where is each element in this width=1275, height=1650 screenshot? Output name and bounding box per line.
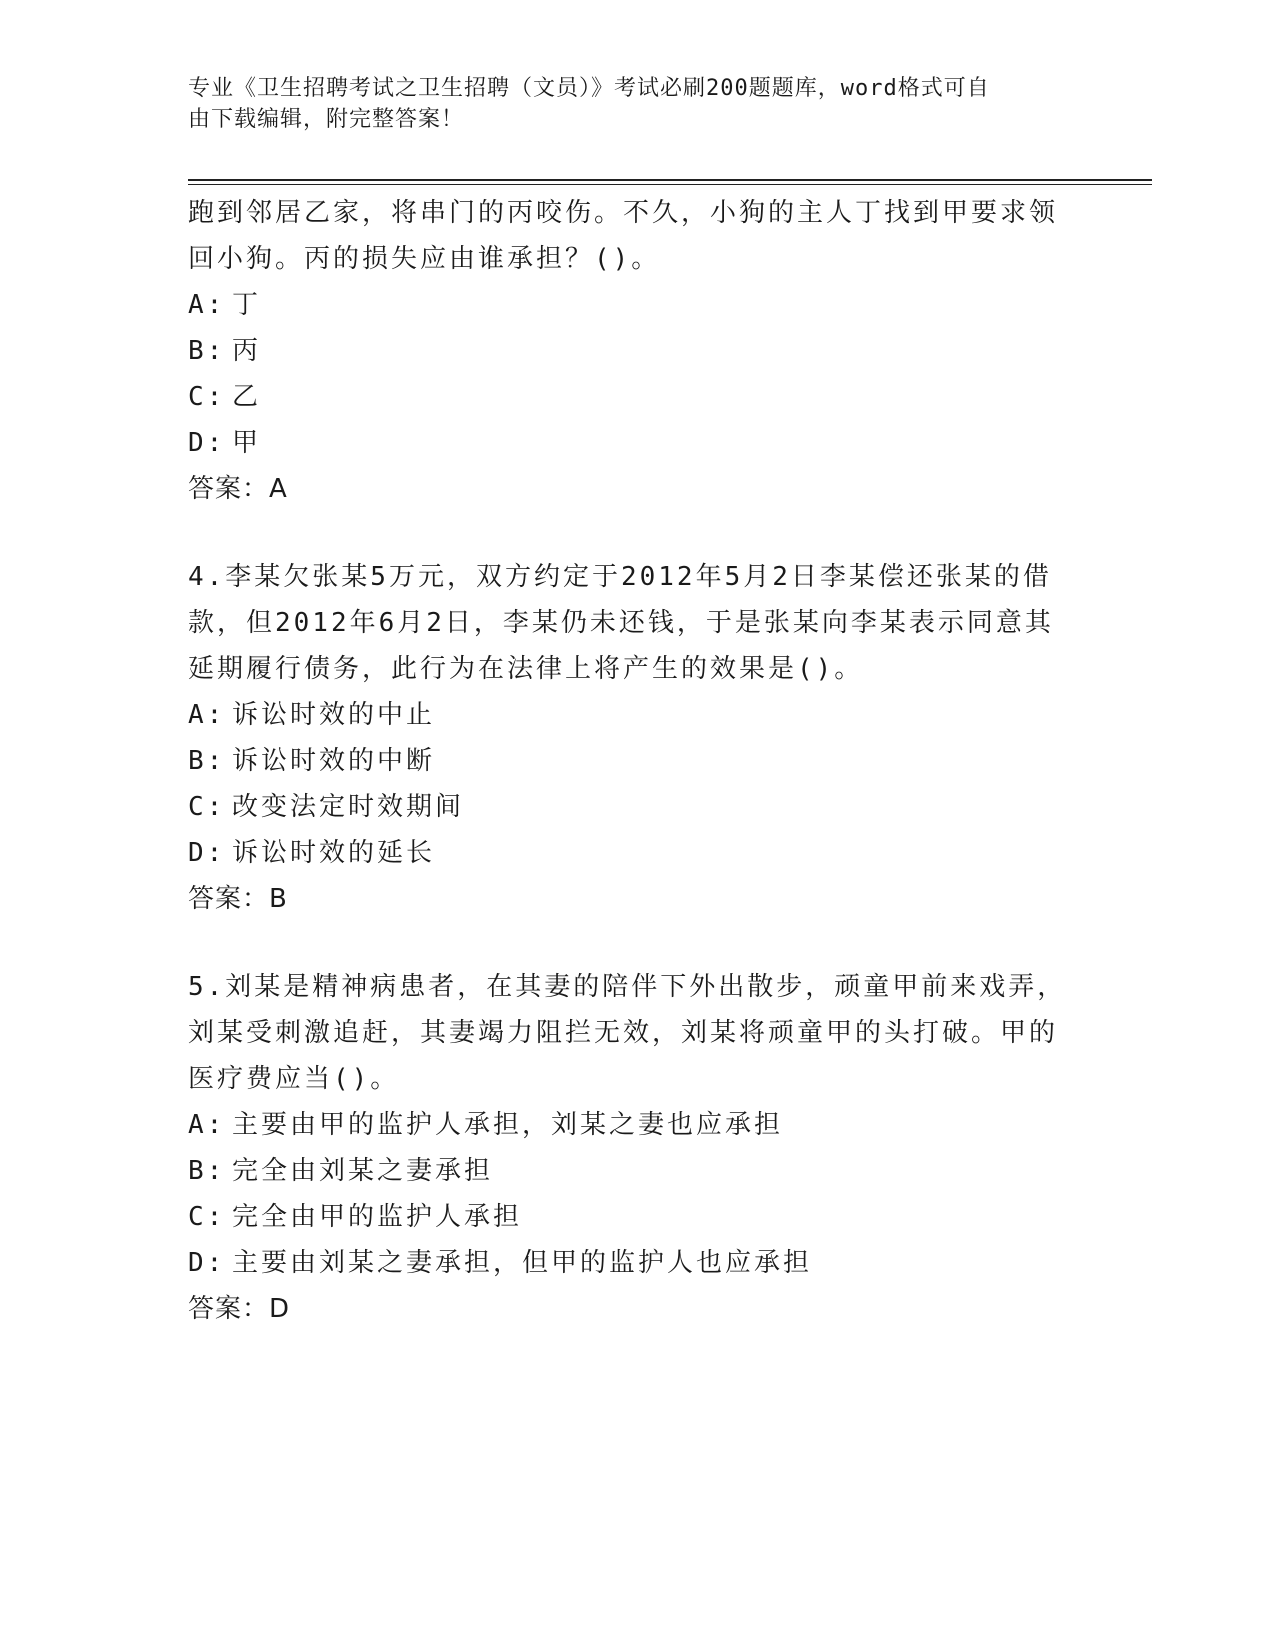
question-5 (188, 964, 1088, 1332)
option-letter: A: (188, 1110, 226, 1140)
question-4-stem-line-2: 款，但2012年6月2日，李某仍未还钱，于是张某向李某表示同意其 (188, 608, 1054, 638)
header-line-1: 专业《卫生招聘考试之卫生招聘（文员）》考试必刷200题题库，word格式可自 (188, 76, 990, 101)
question-5-answer: 答案：D (188, 1294, 291, 1324)
question-3-option-c (188, 374, 1088, 420)
option-letter: B: (188, 746, 226, 776)
option-text: 甲 (232, 428, 262, 458)
option-text: 诉讼时效的中断 (232, 746, 436, 776)
question-5-option-a (188, 1102, 1088, 1148)
question-3-option-a (188, 282, 1088, 328)
option-text: 乙 (232, 382, 262, 412)
header-divider-thick (188, 179, 1152, 181)
option-letter: C: (188, 382, 226, 412)
question-3-stem-line-1: 跑到邻居乙家，将串门的丙咬伤。不久，小狗的主人丁找到甲要求领 (188, 198, 1059, 228)
spacer (188, 922, 1088, 964)
question-3-answer: 答案：A (188, 474, 288, 504)
option-text: 完全由刘某之妻承担 (232, 1156, 494, 1186)
question-4-option-c (188, 784, 1088, 830)
spacer (188, 512, 1088, 554)
option-text: 完全由甲的监护人承担 (232, 1202, 523, 1232)
question-5-stem-line-2: 刘某受刺激追赶，其妻竭力阻拦无效，刘某将顽童甲的头打破。甲的 (188, 1018, 1059, 1048)
question-4-stem-line-1: 4.李某欠张某5万元，双方约定于2012年5月2日李某偿还张某的借 (188, 562, 1052, 592)
header-divider-thin (188, 184, 1152, 185)
option-letter: C: (188, 1202, 226, 1232)
option-letter: C: (188, 792, 226, 822)
question-5-option-b (188, 1148, 1088, 1194)
question-3-option-d (188, 420, 1088, 466)
question-5-stem-line-3: 医疗费应当()。 (188, 1064, 400, 1094)
option-letter: A: (188, 290, 226, 320)
option-letter: D: (188, 428, 226, 458)
question-5-option-c (188, 1194, 1088, 1240)
option-text: 诉讼时效的中止 (232, 700, 436, 730)
question-3 (188, 190, 1088, 512)
question-3-stem-line-2: 回小狗。丙的损失应由谁承担？()。 (188, 244, 661, 274)
option-letter: D: (188, 1248, 226, 1278)
option-text: 主要由刘某之妻承担，但甲的监护人也应承担 (232, 1248, 813, 1278)
header-line-2: 由下载编辑，附完整答案！ (188, 107, 465, 132)
question-4-option-d (188, 830, 1088, 876)
question-4-answer: 答案：B (188, 884, 288, 914)
option-text: 丁 (232, 290, 262, 320)
question-5-option-d (188, 1240, 1088, 1286)
option-text: 丙 (232, 336, 262, 366)
question-3-option-b (188, 328, 1088, 374)
question-4 (188, 554, 1088, 922)
question-list (188, 190, 1088, 1332)
option-text: 改变法定时效期间 (232, 792, 465, 822)
option-letter: D: (188, 838, 226, 868)
option-text: 诉讼时效的延长 (232, 838, 436, 868)
option-letter: B: (188, 1156, 226, 1186)
question-4-stem-line-3: 延期履行债务，此行为在法律上将产生的效果是()。 (188, 654, 864, 684)
document-header (188, 73, 1068, 135)
question-4-option-b (188, 738, 1088, 784)
option-letter: B: (188, 336, 226, 366)
option-text: 主要由甲的监护人承担，刘某之妻也应承担 (232, 1110, 784, 1140)
option-letter: A: (188, 700, 226, 730)
question-4-option-a (188, 692, 1088, 738)
question-5-stem-line-1: 5.刘某是精神病患者，在其妻的陪伴下外出散步，顽童甲前来戏弄， (188, 972, 1067, 1002)
